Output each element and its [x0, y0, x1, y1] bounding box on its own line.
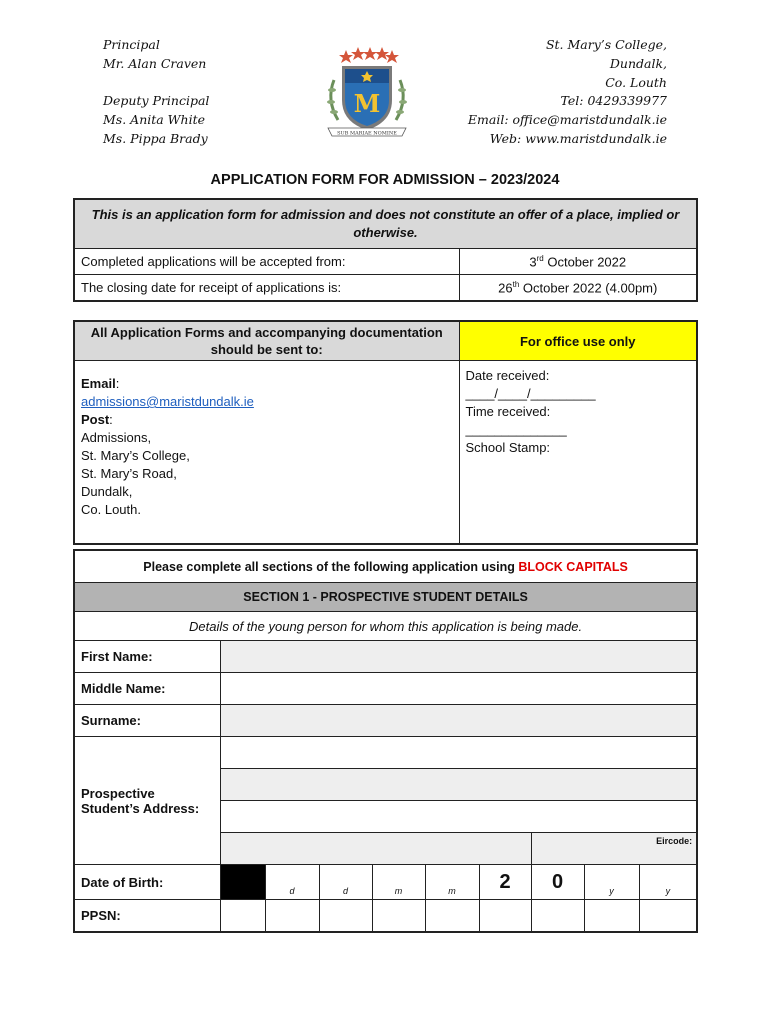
middle-name-field[interactable] [220, 673, 697, 705]
address-line-field-2[interactable] [220, 769, 697, 801]
date-received-field[interactable]: ____/____/_________ [465, 386, 596, 401]
section1-description: Details of the young person for whom this application is being made. [74, 612, 697, 641]
admissions-email-link[interactable]: admissions@maristdundalk.ie [81, 394, 254, 409]
dob-year-3[interactable]: y [584, 865, 639, 900]
dob-day-2[interactable]: d [319, 865, 372, 900]
deputy-name-1: Ms. Anita White [103, 112, 206, 128]
address-line-field-4[interactable] [220, 833, 531, 865]
ppsn-cell[interactable] [265, 900, 319, 933]
time-received-field[interactable]: ______________ [465, 422, 567, 437]
principal-title: Principal [103, 37, 160, 52]
ppsn-cell[interactable] [220, 900, 265, 933]
address-line-2: Dundalk, [609, 55, 667, 71]
first-name-label: First Name: [74, 641, 220, 673]
surname-field[interactable] [220, 705, 697, 737]
ppsn-cell[interactable] [425, 900, 479, 933]
school-stamp-label: School Stamp: [465, 440, 551, 455]
post-line: Admissions, [81, 430, 152, 445]
first-name-field[interactable] [220, 641, 697, 673]
eircode-field[interactable] [531, 833, 697, 865]
accepted-from-date: 3rd October 2022 [459, 249, 697, 275]
form-title: APPLICATION FORM FOR ADMISSION – 2023/2024 [210, 172, 560, 188]
accepted-from-label: Completed applications will be accepted from: [74, 249, 459, 275]
school-contact-block [468, 36, 667, 149]
post-line: Dundalk, [81, 484, 133, 499]
dob-label: Date of Birth: [74, 865, 220, 900]
address-label: Prospective Student’s Address: [74, 737, 220, 865]
section1-title: SECTION 1 - PROSPECTIVE STUDENT DETAILS [74, 583, 697, 612]
principal-name: Mr. Alan Craven [103, 55, 207, 71]
block-capitals-instruction: Please complete all sections of the following application using BLOCK CAPITALS [74, 550, 697, 583]
school-crest-logo [322, 40, 412, 140]
ppsn-cell[interactable] [479, 900, 531, 933]
date-received-label: Date received: [465, 368, 550, 383]
ppsn-label: PPSN: [74, 900, 220, 933]
closing-date-label: The closing date for receipt of applications is: [74, 275, 459, 301]
dob-blocked-cell [220, 865, 265, 900]
ppsn-cell[interactable] [319, 900, 372, 933]
send-to-heading: All Application Forms and accompanying documentation should be sent to: [74, 321, 459, 361]
dates-table [73, 198, 698, 302]
eircode-label: Eircode: [656, 836, 693, 846]
office-use-box [459, 361, 697, 545]
web-address: Web: www.maristdundalk.ie [489, 130, 667, 146]
time-received-label: Time received: [465, 404, 551, 419]
address-line-1: St. Mary’s College, [545, 37, 667, 52]
dob-day-1[interactable]: d [265, 865, 319, 900]
principal-block [103, 36, 209, 149]
post-line: Co. Louth. [81, 502, 141, 517]
disclaimer-notice: This is an application form for admission and does not constitute an offer of a place, implied or otherwise. [74, 199, 697, 249]
email-address: Email: office@maristdundalk.ie [467, 112, 667, 128]
dob-year-2: 0 [531, 865, 584, 900]
svg-text:SUB MARIAE NOMINE: SUB MARIAE NOMINE [337, 130, 397, 137]
address-line-field-1[interactable] [220, 737, 697, 769]
svg-text:M: M [353, 89, 381, 118]
dob-year-1: 2 [479, 865, 531, 900]
section1-table [73, 549, 698, 933]
dob-year-4[interactable]: y [639, 865, 697, 900]
middle-name-label: Middle Name: [74, 673, 220, 705]
dob-month-2[interactable]: m [425, 865, 479, 900]
submission-table [73, 320, 698, 545]
ppsn-cell[interactable] [639, 900, 697, 933]
telephone: Tel: 0429339977 [560, 93, 667, 109]
dob-month-1[interactable]: m [372, 865, 425, 900]
post-line: St. Mary’s College, [81, 448, 190, 463]
address-line-field-3[interactable] [220, 801, 697, 833]
office-use-heading: For office use only [459, 321, 697, 361]
post-line: St. Mary’s Road, [81, 466, 177, 481]
ppsn-cell[interactable] [584, 900, 639, 933]
closing-date: 26th October 2022 (4.00pm) [459, 275, 697, 301]
deputy-name-2: Ms. Pippa Brady [103, 130, 208, 146]
surname-label: Surname: [74, 705, 220, 737]
send-to-details: Email: admissions@maristdundalk.ie Post: Admissions, St. Mary’s College, St. Mary’s Road, Dundalk, Co. Louth. [74, 361, 459, 545]
ppsn-cell[interactable] [531, 900, 584, 933]
deputy-title: Deputy Principal [103, 93, 210, 109]
ppsn-cell[interactable] [372, 900, 425, 933]
address-line-3: Co. Louth [605, 74, 667, 90]
